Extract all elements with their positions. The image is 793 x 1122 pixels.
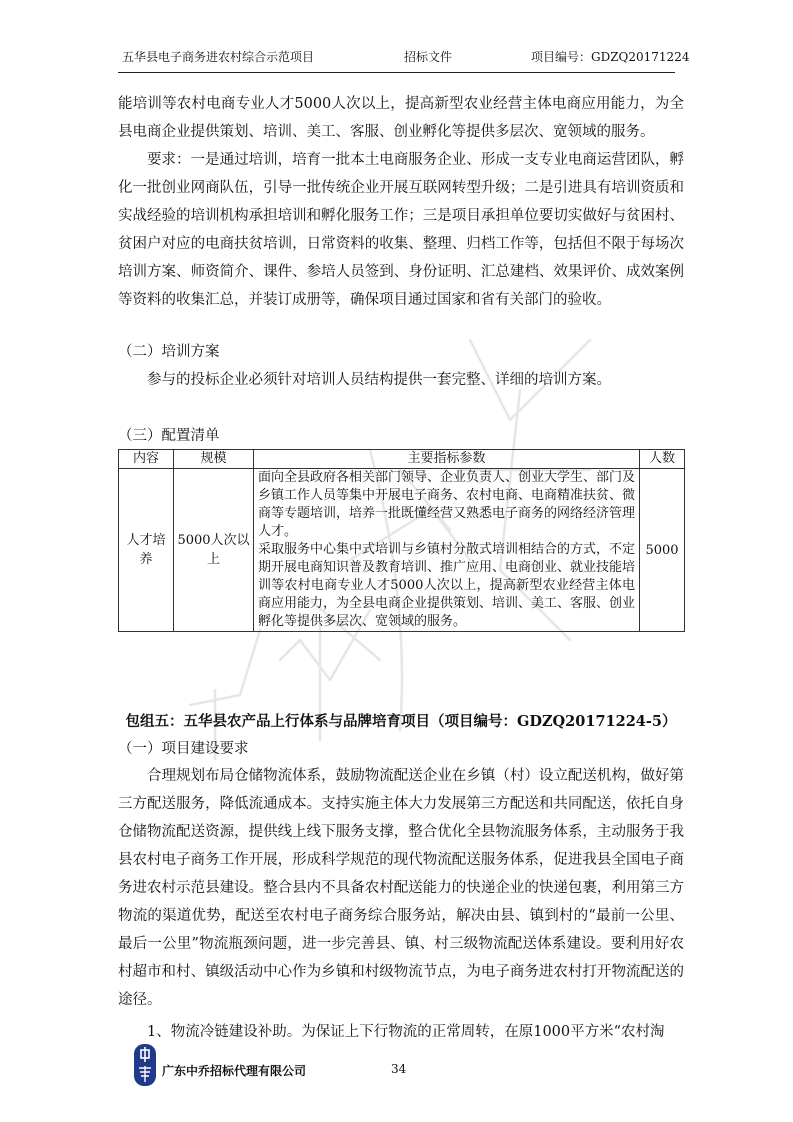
package5-text-block	[118, 762, 684, 1046]
params-paragraph-1: 面向全县政府各相关部门领导、企业负责人、创业大学生、部门及乡镇工作人员等集中开展电子商务、农村电商、电商精准扶贫、微商等专题培训，培养一批既懂经营又熟悉电子商务的网络经济管理人才。	[258, 470, 636, 539]
col-header-content: 内容	[119, 450, 174, 469]
col-header-count: 人数	[640, 450, 685, 469]
page-number: 34	[391, 1062, 407, 1076]
package5-title: 包组五：五华县农产品上行体系与品牌培育项目（项目编号：GDZQ20171224-5）	[125, 713, 677, 730]
params-paragraph-2: 采取服务中心集中式培训与乡镇村分散式培训相结合的方式，不定期开展电商知识普及教育培训、推广应用、电商创业、就业技能培训等农村电商专业人才5000人次以上，提高新型农业经营主体电商应用能力，为全县电商企业提供策划、培训、美工、客服、创业孵化等提供多层次、宽领域的服务。	[258, 542, 636, 629]
config-table	[118, 449, 685, 632]
header-doc-type: 招标文件	[404, 50, 453, 64]
requirements-paragraph: 要求：一是通过培训，培育一批本土电商服务企业、形成一支专业电商运营团队，孵化一批创业网商队伍，引导一批传统企业开展互联网转型升级；二是引进具有培训资质和实战经验的培训机构承担培训和孵化服务工作；三是项目承担单位要切实做好与贫困村、贫困户对应的电商扶贫培训，日常资料的收集、整理、归档工作等，包括但不限于每场次培训方案、师资简介、课件、参培人员签到、身份证明、汇总建档、效果评价、成效案例等资料的收集汇总，并装订成册等，确保项目通过国家和省有关部门的验收。	[118, 152, 684, 308]
training-plan-block	[118, 366, 684, 394]
training-plan-text: 参与的投标企业必须针对培训人员结构提供一套完整、详细的培训方案。	[147, 372, 611, 388]
page-footer	[118, 1040, 684, 1090]
table-header-row	[119, 450, 685, 469]
intro-paragraph: 能培训等农村电商专业人才5000人次以上，提高新型农业经营主体电商应用能力，为全县电商企业提供策划、培训、美工、客服、创业孵化等提供多层次、宽领域的服务。	[118, 96, 684, 140]
page-header	[118, 48, 690, 70]
header-project-code: 项目编号：GDZQ20171224	[531, 50, 690, 64]
cell-scale: 5000人次以上	[174, 469, 254, 632]
package5-paragraph-2: 1、物流冷链建设补助。为保证上下行物流的正常周转，在原1000平方米“农村淘	[147, 1024, 665, 1040]
cell-params	[254, 469, 640, 632]
cell-count: 5000	[640, 469, 685, 632]
package5-paragraph-1: 合理规划布局仓储物流体系，鼓励物流配送企业在乡镇（村）设立配送机构，做好第三方配送服务，降低流通成本。支持实施主体大力发展第三方配送和共同配送，依托自身仓储物流配送资源，提供线上线下服务支撑，整合优化全县物流服务体系，主动服务于我县农村电子商务工作开展，形成科学规范的现代物流配送服务体系，促进我县全国电子商务进农村示范县建设。整合县内不具备农村配送能力的快递企业的快递包裹，利用第三方物流的渠道优势，配送至农村电子商务综合服务站，解决由县、镇到村的“最前一公里、最后一公里”物流瓶颈问题，进一步完善县、镇、村三级物流配送体系建设。要利用好农村超市和村、镇级活动中心作为乡镇和村级物流节点，为电子商务进农村打开物流配送的途径。	[118, 768, 684, 1008]
col-header-scale: 规模	[174, 450, 254, 469]
package5-section1-heading: （一）项目建设要求	[118, 741, 249, 757]
table-row	[119, 469, 685, 632]
header-divider	[118, 72, 675, 73]
section-config-list-heading: （三）配置清单	[118, 428, 220, 444]
col-header-params: 主要指标参数	[254, 450, 640, 469]
intro-text-block	[118, 90, 684, 314]
header-project-name: 五华县电子商务进农村综合示范项目	[122, 50, 315, 64]
cell-content: 人才培养	[119, 469, 174, 632]
footer-company-name: 广东中乔招标代理有限公司	[162, 1064, 307, 1078]
company-logo-icon	[132, 1042, 158, 1088]
section-training-plan-heading: （二）培训方案	[118, 344, 220, 360]
